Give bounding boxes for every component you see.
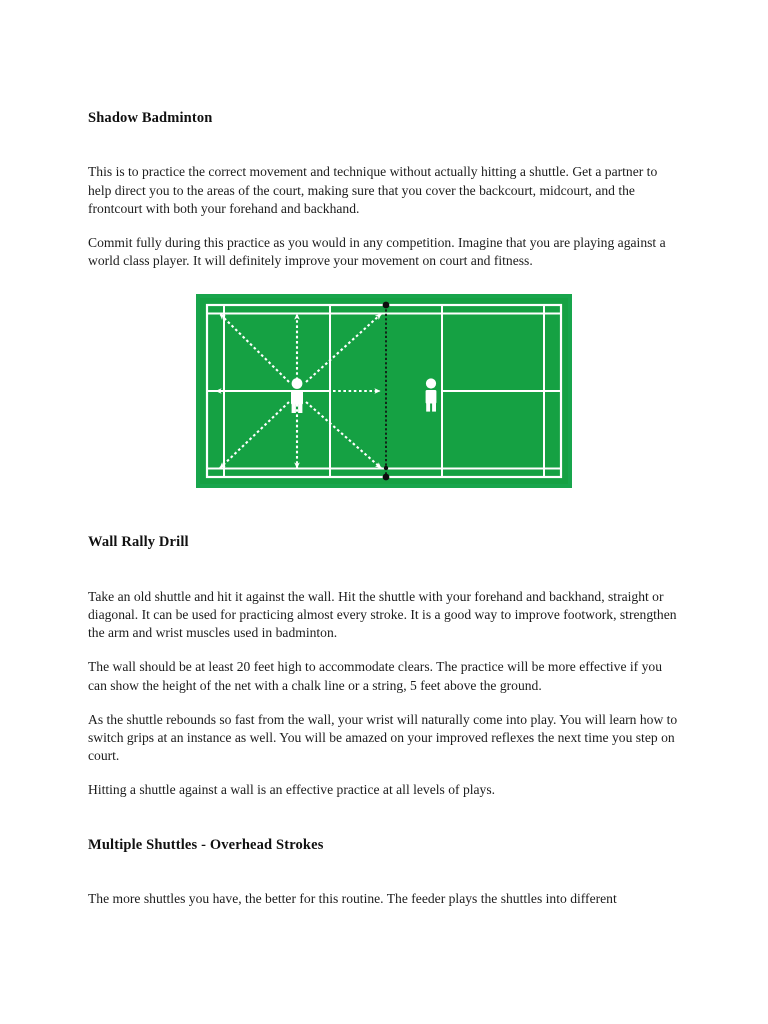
paragraph-wall-rally-4: Hitting a shuttle against a wall is an effective practice at all levels of plays. xyxy=(88,782,496,798)
paragraph-shadow-badminton-2: Commit fully during this practice as you would in any competition. Imagine that you are playing against a world class player. It will definitely improve your movement on court and fitness. xyxy=(88,235,666,269)
heading-wall-rally-drill: Wall Rally Drill xyxy=(88,534,189,551)
spacer xyxy=(88,695,680,711)
badminton-court-diagram xyxy=(196,294,572,488)
player-right-leg-1 xyxy=(426,403,430,412)
paragraph-wall-rally-3: As the shuttle rebounds so fast from the wall, your wrist will naturally come into play. You will learn how to switch grips at an instance as well. You will be amazed on your improved reflexes the next time you step on court. xyxy=(88,711,678,764)
spacer xyxy=(88,765,680,781)
heading-shadow-badminton: Shadow Badminton xyxy=(88,110,213,126)
paragraph-shadow-badminton-1: This is to practice the correct movement and technique without actually hitting a shuttle. Get a partner to help direct you to the areas of the court, making sure that you cover the backcourt, midcourt, and the frontcourt with both your forehand and backhand. xyxy=(88,164,658,216)
spacer xyxy=(88,854,680,890)
player-right-leg-2 xyxy=(432,403,436,412)
spacer xyxy=(88,800,680,837)
net-post-bottom xyxy=(383,474,390,481)
heading-multiple-shuttles: Multiple Shuttles - Overhead Strokes xyxy=(88,836,324,853)
player-left-head xyxy=(292,379,303,390)
spacer xyxy=(88,642,680,658)
paragraph-multiple-shuttles-1: The more shuttles you have, the better for this routine. The feeder plays the shuttles into different xyxy=(88,891,617,907)
net-post-top xyxy=(383,302,390,309)
spacer xyxy=(88,552,680,588)
player-left-leg-2 xyxy=(298,404,302,413)
player-right-body xyxy=(426,390,437,404)
player-left-body xyxy=(291,390,303,405)
document-body xyxy=(88,110,680,908)
spacer xyxy=(88,270,680,294)
net-marker-lower xyxy=(384,466,388,470)
court-svg xyxy=(196,294,572,488)
spacer xyxy=(88,127,680,163)
spacer xyxy=(88,218,680,234)
paragraph-wall-rally-1: Take an old shuttle and hit it against the wall. Hit the shuttle with your forehand and backhand, straight or diagonal. It can be used for practicing almost every stroke. It is a good way to improve footwork, strengthen the arm and wrist muscles used in badminton. xyxy=(88,588,677,641)
spacer xyxy=(88,488,680,534)
player-left-leg-1 xyxy=(292,404,296,413)
player-right-head xyxy=(426,379,436,389)
paragraph-wall-rally-2: The wall should be at least 20 feet high to accommodate clears. The practice will be more effective if you can show the height of the net with a chalk line or a string, 5 feet above the ground. xyxy=(88,659,662,693)
figure-container xyxy=(88,294,680,488)
